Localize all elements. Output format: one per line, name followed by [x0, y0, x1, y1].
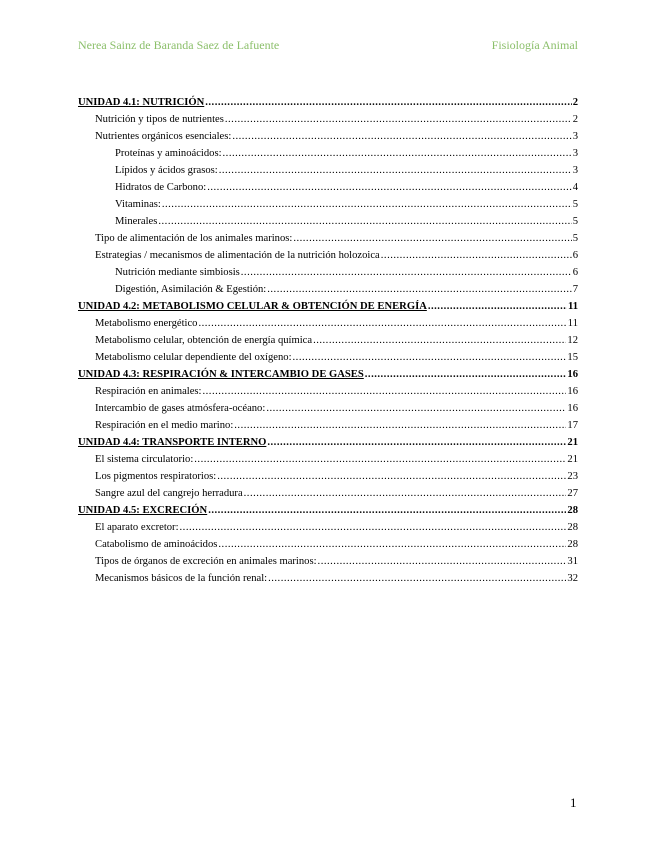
toc-dot-leader	[180, 519, 567, 536]
toc-entry-page: 16	[567, 369, 578, 380]
toc-dot-leader	[217, 468, 566, 485]
toc-dot-leader	[365, 366, 567, 383]
toc-entry[interactable]	[78, 553, 578, 570]
toc-dot-leader	[241, 264, 572, 281]
toc-entry-page: 15	[567, 352, 578, 363]
toc-dot-leader	[225, 111, 572, 128]
toc-entry-title: El sistema circulatorio:	[95, 454, 194, 465]
toc-entry[interactable]	[78, 196, 578, 213]
toc-entry[interactable]	[78, 213, 578, 230]
toc-entry[interactable]	[78, 315, 578, 332]
toc-dot-leader	[234, 417, 566, 434]
toc-entry-page: 32	[567, 573, 578, 584]
toc-dot-leader	[318, 553, 567, 570]
toc-entry[interactable]	[78, 468, 578, 485]
toc-entry-title: Nutrición y tipos de nutrientes	[95, 114, 224, 125]
toc-entry-title: Metabolismo celular dependiente del oxígeno:	[95, 352, 292, 363]
toc-entry-page: 4	[572, 182, 578, 193]
toc-entry[interactable]	[78, 94, 578, 111]
toc-entry-page: 31	[567, 556, 578, 567]
toc-entry-title: Metabolismo celular, obtención de energía química	[95, 335, 313, 346]
toc-entry[interactable]	[78, 332, 578, 349]
toc-entry[interactable]	[78, 281, 578, 298]
toc-dot-leader	[198, 315, 566, 332]
toc-entry-title: Proteínas y aminoácidos:	[115, 148, 222, 159]
toc-entry-page: 28	[567, 539, 578, 550]
toc-dot-leader	[268, 570, 566, 587]
toc-entry-title: Respiración en animales:	[95, 386, 202, 397]
toc-entry[interactable]	[78, 111, 578, 128]
toc-entry-page: 2	[572, 97, 578, 108]
toc-entry[interactable]	[78, 264, 578, 281]
toc-dot-leader	[266, 400, 566, 417]
toc-entry-title: UNIDAD 4.2: METABOLISMO CELULAR & OBTENCIÓN DE ENERGÍA	[78, 301, 427, 312]
toc-entry-page: 3	[572, 165, 578, 176]
toc-entry[interactable]	[78, 383, 578, 400]
toc-entry[interactable]	[78, 128, 578, 145]
toc-entry-title: Metabolismo energético	[95, 318, 198, 329]
toc-dot-leader	[205, 94, 571, 111]
toc-dot-leader	[244, 485, 567, 502]
toc-entry[interactable]	[78, 230, 578, 247]
toc-entry-page: 3	[572, 131, 578, 142]
toc-entry-title: Respiración en el medio marino:	[95, 420, 234, 431]
header-subject: Fisiología Animal	[491, 38, 578, 52]
toc-entry-title: Digestión, Asimilación & Egestión:	[115, 284, 267, 295]
toc-entry[interactable]	[78, 400, 578, 417]
toc-entry[interactable]	[78, 349, 578, 366]
toc-entry[interactable]	[78, 247, 578, 264]
toc-dot-leader	[158, 213, 571, 230]
toc-entry-page: 11	[567, 301, 578, 312]
toc-dot-leader	[208, 502, 566, 519]
toc-entry[interactable]	[78, 519, 578, 536]
toc-entry-page: 2	[572, 114, 578, 125]
toc-dot-leader	[293, 349, 567, 366]
toc-entry-page: 16	[567, 403, 578, 414]
toc-dot-leader	[223, 145, 572, 162]
toc-dot-leader	[207, 179, 571, 196]
toc-entry-page: 21	[567, 437, 578, 448]
toc-dot-leader	[381, 247, 572, 264]
toc-dot-leader	[293, 230, 571, 247]
toc-entry-title: Los pigmentos respiratorios:	[95, 471, 217, 482]
toc-entry-page: 6	[572, 250, 578, 261]
toc-entry-title: Vitaminas:	[115, 199, 161, 210]
toc-dot-leader	[203, 383, 567, 400]
page-number: 1	[570, 795, 577, 810]
toc-entry[interactable]	[78, 366, 578, 383]
toc-entry[interactable]	[78, 451, 578, 468]
toc-entry-page: 27	[567, 488, 578, 499]
toc-entry-title: El aparato excretor:	[95, 522, 179, 533]
toc-dot-leader	[267, 281, 571, 298]
toc-entry-title: Tipo de alimentación de los animales marinos:	[95, 233, 293, 244]
toc-entry-page: 5	[572, 216, 578, 227]
toc-entry[interactable]	[78, 570, 578, 587]
toc-entry-title: Tipos de órganos de excreción en animales marinos:	[95, 556, 317, 567]
toc-entry-title: UNIDAD 4.3: RESPIRACIÓN & INTERCAMBIO DE GASES	[78, 369, 364, 380]
toc-entry[interactable]	[78, 536, 578, 553]
toc-dot-leader	[232, 128, 571, 145]
toc-entry-page: 5	[572, 199, 578, 210]
toc-entry-page: 11	[567, 318, 578, 329]
toc-entry-page: 7	[572, 284, 578, 295]
toc-entry-title: UNIDAD 4.1: NUTRICIÓN	[78, 97, 205, 108]
toc-entry-page: 5	[572, 233, 578, 244]
toc-entry-title: Nutrientes orgánicos esenciales:	[95, 131, 232, 142]
toc-entry[interactable]	[78, 162, 578, 179]
toc-entry-page: 28	[567, 505, 578, 516]
toc-dot-leader	[218, 536, 566, 553]
toc-dot-leader	[267, 434, 566, 451]
toc-entry-page: 21	[567, 454, 578, 465]
toc-entry-title: UNIDAD 4.4: TRANSPORTE INTERNO	[78, 437, 267, 448]
toc-dot-leader	[219, 162, 572, 179]
toc-entry-title: Catabolismo de aminoácidos	[95, 539, 218, 550]
toc-entry-page: 16	[567, 386, 578, 397]
toc-entry-title: Estrategias / mecanismos de alimentación de la nutrición holozoica	[95, 250, 380, 261]
toc-entry[interactable]	[78, 502, 578, 519]
toc-entry-title: UNIDAD 4.5: EXCRECIÓN	[78, 505, 208, 516]
toc-entry-title: Nutrición mediante simbiosis	[115, 267, 240, 278]
toc-entry-page: 3	[572, 148, 578, 159]
toc-entry[interactable]	[78, 434, 578, 451]
toc-entry-page: 6	[572, 267, 578, 278]
toc-dot-leader	[313, 332, 566, 349]
toc-entry-title: Minerales	[115, 216, 158, 227]
toc-entry-page: 17	[567, 420, 578, 431]
toc-entry-page: 23	[567, 471, 578, 482]
table-of-contents	[78, 94, 578, 587]
toc-entry-title: Hidratos de Carbono:	[115, 182, 207, 193]
page-header	[78, 38, 578, 53]
toc-entry-page: 12	[567, 335, 578, 346]
toc-entry[interactable]	[78, 485, 578, 502]
toc-dot-leader	[162, 196, 572, 213]
header-author: Nerea Sainz de Baranda Saez de Lafuente	[78, 38, 280, 52]
toc-entry-title: Intercambio de gases atmósfera-océano:	[95, 403, 266, 414]
toc-entry-title: Lípidos y ácidos grasos:	[115, 165, 218, 176]
toc-entry-title: Mecanismos básicos de la función renal:	[95, 573, 268, 584]
toc-entry[interactable]	[78, 179, 578, 196]
toc-dot-leader	[194, 451, 566, 468]
toc-entry[interactable]	[78, 298, 578, 315]
toc-entry-page: 28	[567, 522, 578, 533]
toc-entry[interactable]	[78, 145, 578, 162]
toc-entry[interactable]	[78, 417, 578, 434]
toc-dot-leader	[428, 298, 567, 315]
toc-entry-title: Sangre azul del cangrejo herradura	[95, 488, 243, 499]
